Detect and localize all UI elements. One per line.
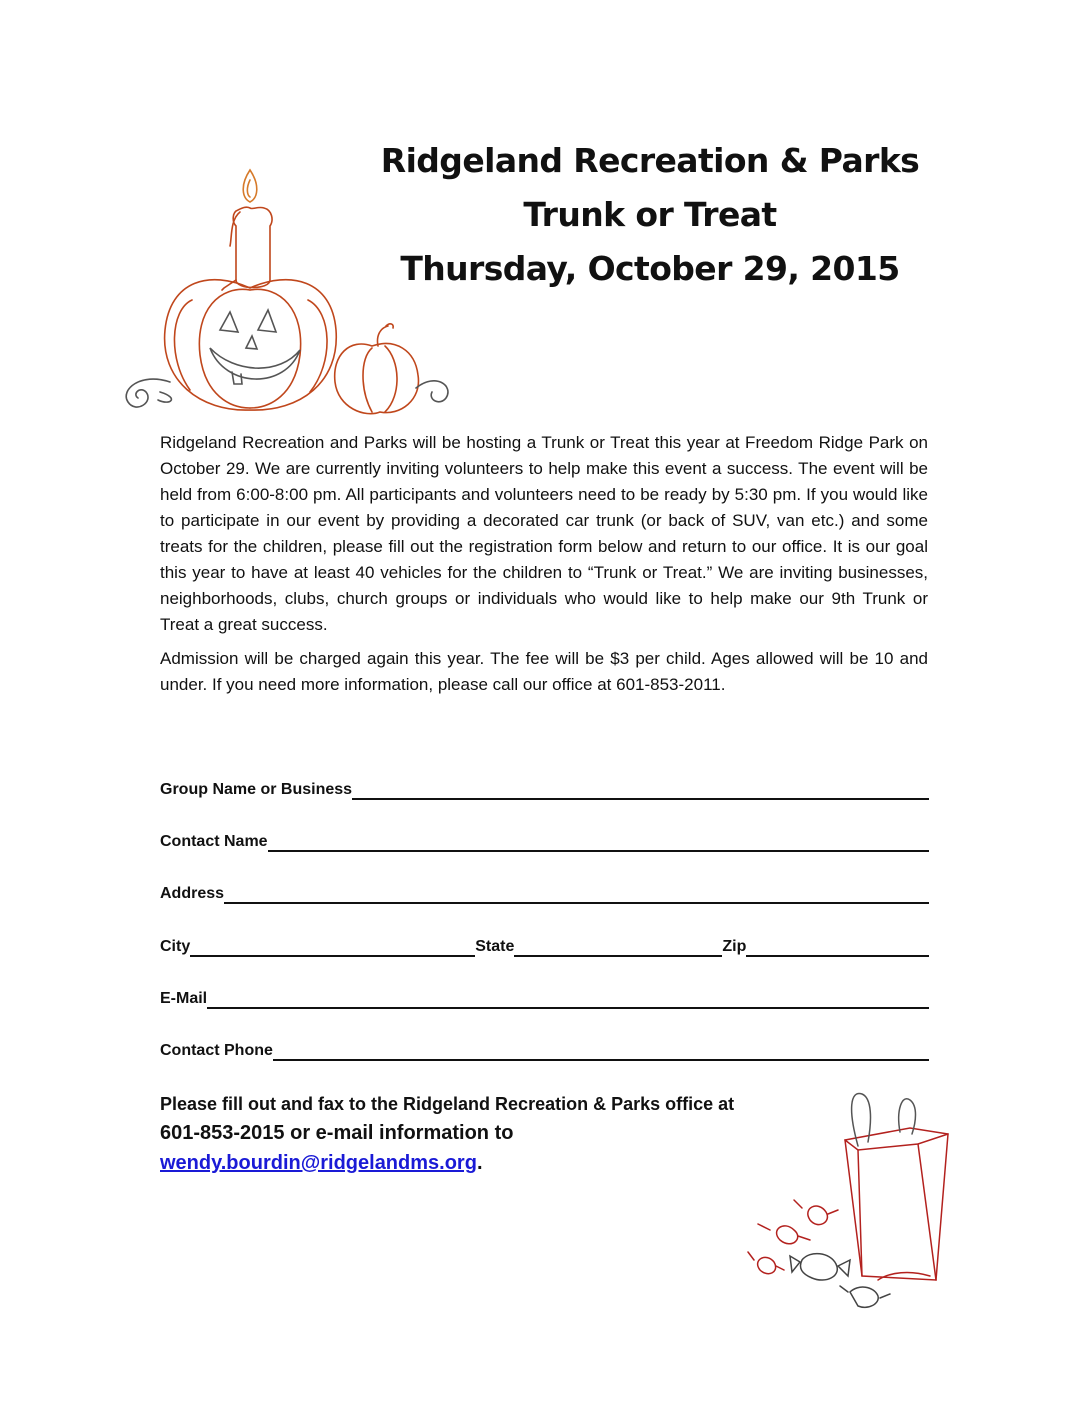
contact-phone-label: Contact Phone	[160, 1042, 273, 1059]
group-name-field[interactable]	[160, 778, 929, 800]
admission-paragraph: Admission will be charged again this year. The fee will be $3 per child. Ages allowed will be 10 and under. If you need more information, please call our office at 601-853-2011.	[160, 649, 928, 694]
contact-phone-line[interactable]	[273, 1043, 929, 1061]
group-name-label: Group Name or Business	[160, 781, 353, 798]
state-label: State	[475, 938, 515, 955]
state-line[interactable]	[514, 939, 722, 957]
fax-instruction: Please fill out and fax to the Ridgeland Recreation & Parks office at	[160, 1094, 735, 1114]
email-label: E-Mail	[160, 990, 208, 1007]
title-line-organization: Ridgeland Recreation & Parks	[380, 141, 920, 180]
candy-bag-illustration	[740, 1080, 980, 1320]
email-field[interactable]	[160, 987, 929, 1009]
email-line[interactable]	[207, 991, 929, 1009]
contact-name-label: Contact Name	[160, 833, 268, 850]
address-field[interactable]	[160, 882, 929, 904]
email-instruction: 601-853-2015 or e-mail information to	[160, 1122, 514, 1144]
contact-name-line[interactable]	[268, 834, 929, 852]
city-label: City	[160, 938, 191, 955]
zip-line[interactable]	[746, 939, 929, 957]
group-name-line[interactable]	[352, 782, 929, 800]
email-link[interactable]: wendy.bourdin@ridgelandms.org	[160, 1152, 477, 1174]
email-suffix: .	[476, 1152, 483, 1174]
title-block	[330, 134, 970, 296]
title-line-date: Thursday, October 29, 2015	[400, 249, 900, 288]
address-label: Address	[160, 885, 225, 902]
body-text	[160, 430, 928, 706]
title-line-event: Trunk or Treat	[523, 195, 777, 234]
city-line[interactable]	[190, 939, 475, 957]
contact-phone-field[interactable]	[160, 1039, 929, 1061]
zip-label: Zip	[722, 938, 747, 955]
intro-paragraph: Ridgeland Recreation and Parks will be hosting a Trunk or Treat this year at Freedom Ridge Park on October 29. We are currently inviting volunteers to help make this event a success. The event will be held from 6:00-8:00 pm. All participants and volunteers need to be ready by 5:30 pm. If you would like to participate in our event by providing a decorated car trunk (or back of SUV, van etc.) and some treats for the children, please fill out the registration form below and return to our office. It is our goal this year to have at least 40 vehicles for the children to “Trunk or Treat.” We are inviting businesses, neighborhoods, clubs, church groups or individuals who would like to help make our 9th Trunk or Treat a great success.	[160, 433, 928, 634]
city-state-zip-field[interactable]	[160, 935, 929, 957]
address-line[interactable]	[224, 886, 929, 904]
contact-name-field[interactable]	[160, 830, 929, 852]
